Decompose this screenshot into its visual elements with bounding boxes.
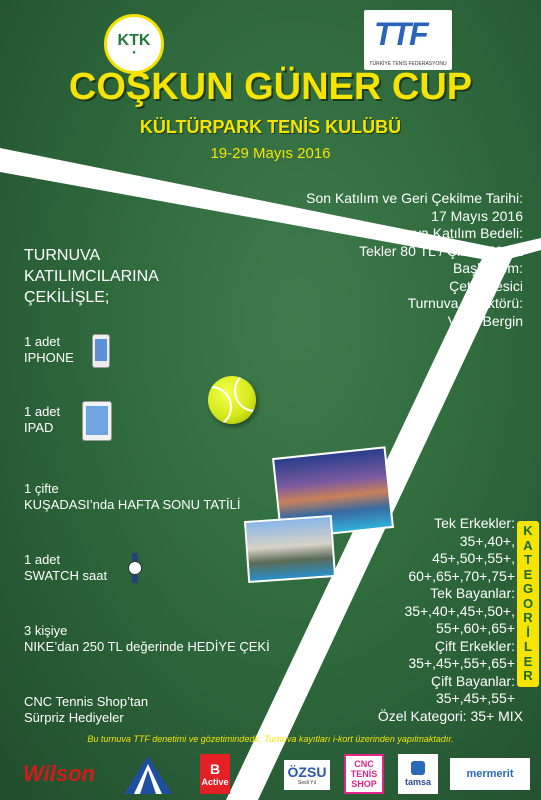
prize-nike: [24, 623, 270, 655]
tower-logo: [118, 754, 178, 794]
info-line: Tekler 80 TL / Çiftler 40 TL: [359, 242, 523, 259]
ktk-logo: [104, 14, 164, 74]
prize-ipad: [24, 404, 60, 436]
tamsa-icon: [411, 761, 425, 775]
prize-swatch: [24, 552, 107, 584]
tournament-info: [243, 190, 523, 330]
club-name: KÜLTÜRPARK TENİS KULÜBÜ: [139, 117, 402, 137]
category-line: 45+,50+,55+,: [432, 550, 515, 566]
prize-qty: CNC Tennis Shop’tan: [24, 694, 149, 709]
vertical-letter: O: [522, 595, 534, 611]
category-line: 35+,45+,55+,65+: [408, 655, 515, 671]
vertical-letter: A: [523, 537, 533, 553]
tower-icon: [118, 754, 178, 794]
vertical-letter: E: [523, 653, 533, 669]
vertical-letter: L: [524, 639, 532, 654]
info-line: Vahit Bergin: [447, 312, 523, 329]
vertical-letter: R: [523, 610, 533, 625]
category-line: Özel Kategori: 35+ MIX: [377, 707, 523, 724]
category-line: 35+,45+,55+: [435, 690, 515, 706]
ttf-logo: [364, 10, 452, 70]
bactive-logo: [200, 754, 230, 794]
ozsu-text: ÖZSU: [287, 764, 327, 780]
category-line: Tek Erkekler:: [434, 515, 515, 531]
category-line: 60+,65+,70+,75+: [408, 567, 515, 584]
prize-qty: 1 adet: [24, 334, 61, 349]
category-line: Çift Bayanlar:: [430, 672, 515, 689]
info-line: Son Katılım ve Geri Çekilme Tarihi:: [306, 190, 523, 206]
ozsu-subtext: Sesli Yıl: [298, 780, 316, 786]
tamsa-text: tamsa: [404, 777, 431, 787]
vertical-letter: R: [523, 668, 533, 683]
prize-iphone: [24, 334, 74, 366]
prize-name: NIKE’dan 250 TL değerinde HEDİYE ÇEKİ: [24, 639, 270, 654]
wilson-logo: Wilson: [23, 761, 95, 786]
prize-name: IPAD: [24, 420, 54, 435]
prizes-heading-line: KATILIMCILARINA: [24, 268, 159, 285]
prize-qty: 3 kişiye: [24, 623, 68, 638]
categories-list: [305, 515, 523, 725]
event-title: COŞKUN GÜNER CUP: [68, 66, 473, 108]
cnc-line: CNC: [354, 759, 374, 769]
info-line: Turnuva Direktörü:: [407, 295, 523, 311]
vertical-letter: İ: [526, 624, 530, 640]
prize-name: KUŞADASI’nda HAFTA SONU TATİLİ: [24, 497, 241, 512]
prizes-heading-line: ÇEKİLİŞLE;: [24, 289, 110, 306]
mermerit-logo: mermerit: [450, 758, 530, 790]
info-line: 17 Mayıs 2016: [431, 207, 523, 224]
prize-holiday: [24, 481, 241, 513]
prize-name: IPHONE: [24, 350, 74, 365]
vertical-letter: G: [522, 581, 534, 596]
watch-icon: [128, 553, 142, 583]
prize-qty: 1 adet: [24, 552, 61, 567]
categories-vertical-label: [517, 521, 539, 687]
prizes-heading: [24, 245, 159, 308]
ozsu-logo: [284, 760, 330, 790]
info-line: Başhakem:: [452, 260, 523, 276]
ktk-logo-mark: ●: [132, 50, 136, 56]
prize-cnc: [24, 694, 148, 726]
prize-qty: 1 çifte: [24, 481, 59, 496]
event-dates: 19-29 Mayıs 2016: [210, 145, 331, 162]
vertical-letter: E: [523, 566, 533, 582]
bactive-text: Active: [201, 777, 229, 787]
vertical-letter: T: [524, 552, 532, 567]
category-line: 35+,40+,: [459, 532, 515, 549]
category-line: Çift Erkekler:: [434, 637, 515, 654]
bactive-mark: B: [209, 761, 221, 777]
iphone-icon: [92, 334, 110, 368]
sponsor-bar: [0, 748, 541, 800]
category-line: 55+,60+,65+: [435, 620, 515, 636]
tamsa-logo: [398, 754, 438, 794]
prize-name: Sürpriz Hediyeler: [24, 710, 124, 725]
cnc-line: TENİS: [350, 769, 378, 779]
category-line: Tek Bayanlar:: [430, 585, 515, 601]
category-line: 35+,40+,45+,50+,: [404, 602, 515, 619]
cnc-tennis-shop-logo: [344, 754, 384, 794]
ktk-logo-text: KTK: [117, 32, 151, 49]
info-line: Çetin Kesici: [449, 277, 523, 294]
info-line: Turnuva Katılım Bedeli:: [378, 225, 523, 241]
ttf-logo-subtitle: TÜRKİYE TENİS FEDERASYONU: [369, 61, 447, 67]
prizes-heading-line: TURNUVA: [24, 247, 101, 264]
tennis-ball-image: [208, 376, 256, 424]
vertical-letter: K: [523, 523, 533, 538]
cnc-line: SHOP: [351, 779, 377, 789]
prize-qty: 1 adet: [24, 404, 61, 419]
prize-name: SWATCH saat: [24, 568, 108, 583]
ipad-icon: [82, 401, 112, 441]
footnote: Bu turnuva TTF denetimi ve gözetimindedir. Turnuva kayıtları i-kort üzerinden yapılmaktadır.: [87, 734, 454, 744]
ttf-logo-mark: TTF: [374, 16, 427, 52]
